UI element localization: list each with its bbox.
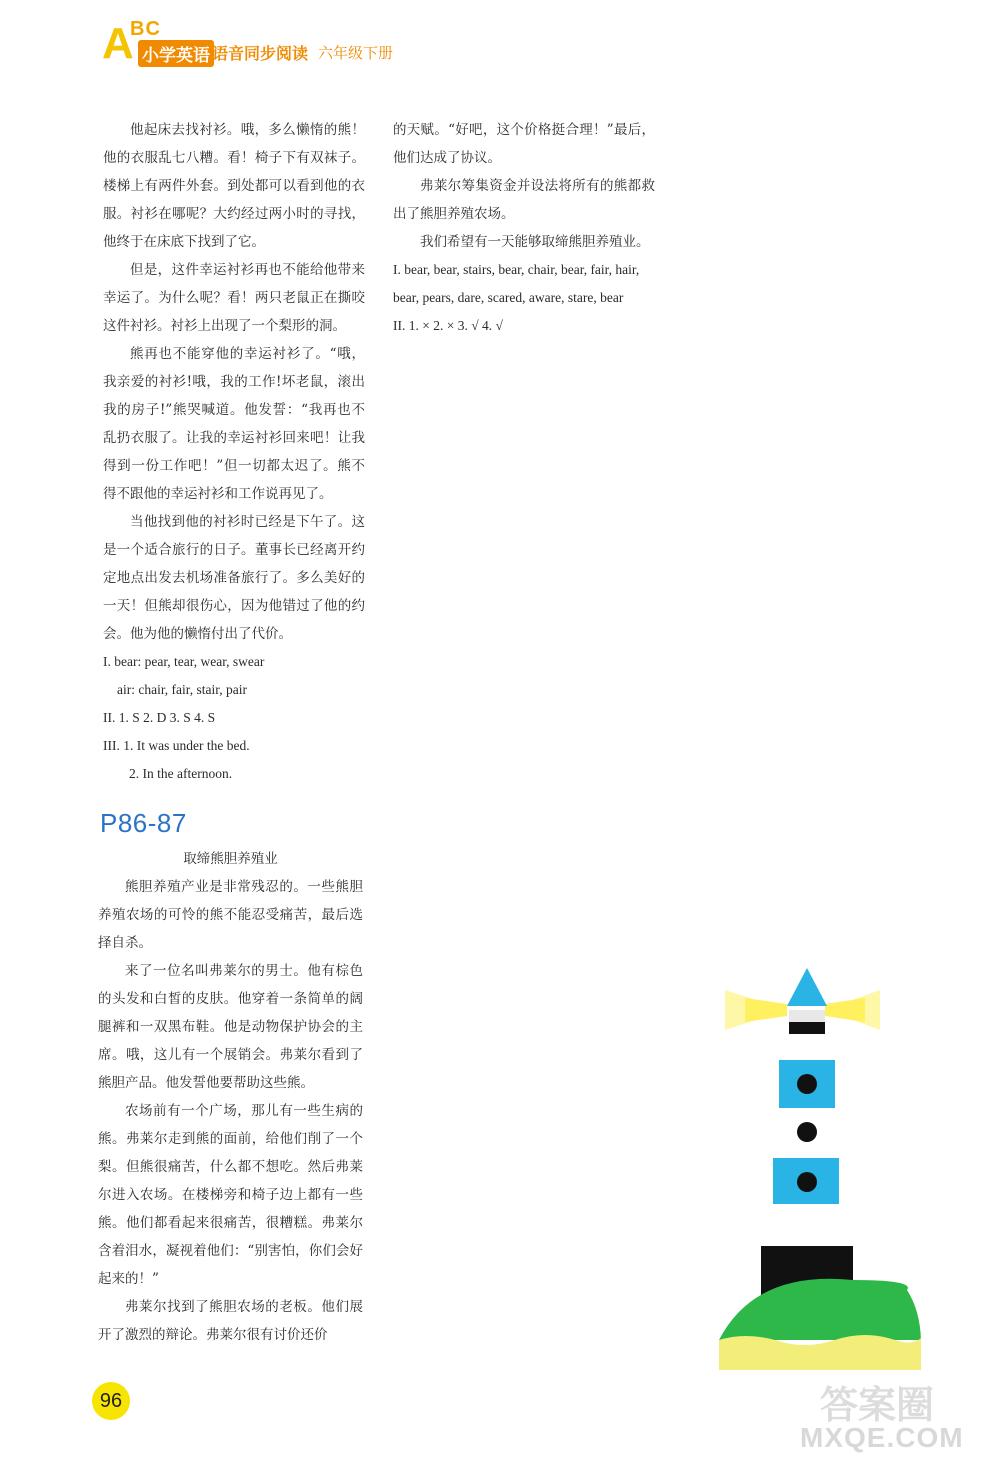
lamp-housing (789, 1010, 825, 1022)
paragraph: 熊胆养殖产业是非常残忍的。一些熊胆养殖农场的可怜的熊不能忍受痛苦，最后选择自杀。 (98, 879, 363, 951)
answer-line: I. bear, bear, stairs, bear, chair, bear, fair, hair, bear, pears, dare, scared, aware, stare, bear (393, 262, 640, 305)
series-title: 小学英语 (138, 40, 214, 67)
paragraph: 他起床去找衬衫。哦，多么懒惰的熊！他的衣服乱七八糟。看！椅子下有双袜子。楼梯上有两件外套。到处都可以看到他的衣服。衬衫在哪呢？大约经过两小时的寻找，他终于在床底下找到了它。 (103, 122, 365, 250)
window-dot (797, 1122, 817, 1142)
section-heading: P86-87 (100, 808, 187, 838)
right-column (393, 116, 655, 340)
series-subtitle: 语音同步阅读 (212, 44, 309, 63)
lighthouse-roof (787, 968, 827, 1006)
grass-hill (719, 1279, 921, 1340)
window-dot (797, 1074, 817, 1094)
watermark (800, 1378, 990, 1462)
story-title: 取缔熊胆养殖业 (183, 851, 278, 867)
section-column (98, 845, 363, 1349)
watermark-text: MXQE.COM (800, 1422, 964, 1453)
logo-letter-a: A (102, 19, 134, 68)
paragraph: 弗莱尔筹集资金并设法将所有的熊都救出了熊胆养殖农场。 (393, 178, 655, 222)
paragraph: 弗莱尔找到了熊胆农场的老板。他们展开了激烈的辩论。弗莱尔很有讨价还价 (98, 1299, 363, 1343)
watermark-logo-text: 答案圈 (820, 1383, 935, 1427)
paragraph: 来了一位名叫弗莱尔的男士。他有棕色的头发和白皙的皮肤。他穿着一条简单的阔腿裤和一双黑布鞋。他是动物保护协会的主席。哦，这儿有一个展销会。弗莱尔看到了熊胆产品。他发誓他要帮助这些熊。 (98, 963, 363, 1091)
paragraph: 但是，这件幸运衬衫再也不能给他带来幸运了。为什么呢？看！两只老鼠正在撕咬这件衬衫。衬衫上出现了一个梨形的洞。 (103, 262, 365, 334)
lighthouse-illustration (715, 960, 985, 1380)
answer-line: I. bear: pear, tear, wear, swear (103, 654, 265, 669)
grade-label: 六年级下册 (318, 44, 394, 62)
paragraph: 农场前有一个广场，那儿有一些生病的熊。弗莱尔走到熊的面前，给他们削了一个梨。但熊很痛苦，什么都不想吃。然后弗莱尔进入农场。在楼梯旁和椅子边上都有一些熊。他们都看起来很痛苦，很糟糕。弗莱尔含着泪水，凝视着他们：“别害怕，你们会好起来的！” (98, 1103, 363, 1287)
watermark-logo (800, 1378, 990, 1428)
answer-line: III. 1. It was under the bed. (103, 738, 250, 753)
left-column (103, 116, 365, 788)
sand-shore (719, 1335, 921, 1370)
paragraph: 我们希望有一天能够取缔熊胆养殖业。 (420, 234, 650, 250)
lamp-base (789, 1022, 825, 1034)
paragraph: 当他找到他的衬衫时已经是下午了。这是一个适合旅行的日子。董事长已经离开约定地点出发去机场准备旅行了。多么美好的一天！但熊却很伤心，因为他错过了他的约会。他为他的懒惰付出了代价。 (103, 514, 365, 642)
series-logo (100, 18, 420, 68)
window-dot (797, 1172, 817, 1192)
page-number-badge: 96 (92, 1382, 130, 1420)
answer-line: air: chair, fair, stair, pair (117, 682, 247, 697)
paragraph: 熊再也不能穿他的幸运衬衫了。“哦，我亲爱的衬衫!哦，我的工作!坏老鼠，滚出我的房子!”熊哭喊道。他发誓：“我再也不乱扔衣服了。让我的幸运衬衫回来吧！让我得到一份工作吧！”但一切都太迟了。熊不得不跟他的幸运衬衫和工作说再见了。 (103, 346, 365, 502)
answer-line: II. 1. S 2. D 3. S 4. S (103, 710, 216, 725)
answer-line: II. 1. × 2. × 3. √ 4. √ (393, 318, 503, 333)
paragraph-continuation: 的天赋。“好吧，这个价格挺合理！”最后，他们达成了协议。 (393, 122, 655, 166)
logo-letters-bc: BC (130, 18, 161, 40)
answer-line: 2. In the afternoon. (129, 766, 233, 781)
